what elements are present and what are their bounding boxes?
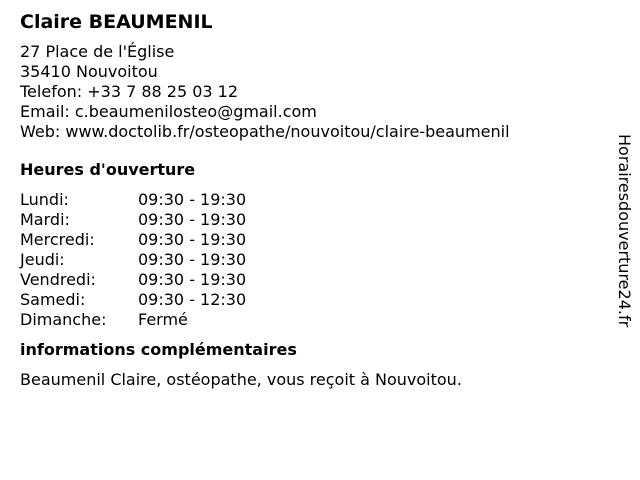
info-title: informations complémentaires xyxy=(20,340,297,359)
time-value: 09:30 - 19:30 xyxy=(138,190,247,209)
day-label: Mercredi: xyxy=(20,230,95,249)
site-watermark: Horairesdouverture24.fr xyxy=(615,134,634,328)
day-label: Dimanche: xyxy=(20,310,107,329)
email-line: Email: c.beaumenilosteo@gmail.com xyxy=(20,102,317,121)
address-line-1: 27 Place de l'Église xyxy=(20,42,175,61)
hours-row-saturday xyxy=(20,290,600,310)
info-text: Beaumenil Claire, ostéopathe, vous reçoit à Nouvoitou. xyxy=(20,370,462,389)
business-card xyxy=(20,10,600,390)
time-value: 09:30 - 12:30 xyxy=(138,290,247,309)
hours-title: Heures d'ouverture xyxy=(20,160,196,179)
day-label: Lundi: xyxy=(20,190,69,209)
time-value: Fermé xyxy=(138,310,188,329)
hours-row-monday xyxy=(20,190,600,210)
time-value: 09:30 - 19:30 xyxy=(138,230,247,249)
time-value: 09:30 - 19:30 xyxy=(138,270,247,289)
address-line-2: 35410 Nouvoitou xyxy=(20,62,158,81)
time-value: 09:30 - 19:30 xyxy=(138,210,247,229)
day-label: Jeudi: xyxy=(20,250,65,269)
time-value: 09:30 - 19:30 xyxy=(138,250,247,269)
day-label: Mardi: xyxy=(20,210,70,229)
hours-row-sunday xyxy=(20,310,600,330)
hours-row-wednesday xyxy=(20,230,600,250)
hours-row-friday xyxy=(20,270,600,290)
day-label: Vendredi: xyxy=(20,270,96,289)
phone-line: Telefon: +33 7 88 25 03 12 xyxy=(20,82,239,101)
web-line: Web: www.doctolib.fr/osteopathe/nouvoitou/claire-beaumenil xyxy=(20,122,510,141)
day-label: Samedi: xyxy=(20,290,86,309)
hours-row-thursday xyxy=(20,250,600,270)
hours-table xyxy=(20,190,600,330)
business-name: Claire BEAUMENIL xyxy=(20,11,213,33)
hours-row-tuesday xyxy=(20,210,600,230)
